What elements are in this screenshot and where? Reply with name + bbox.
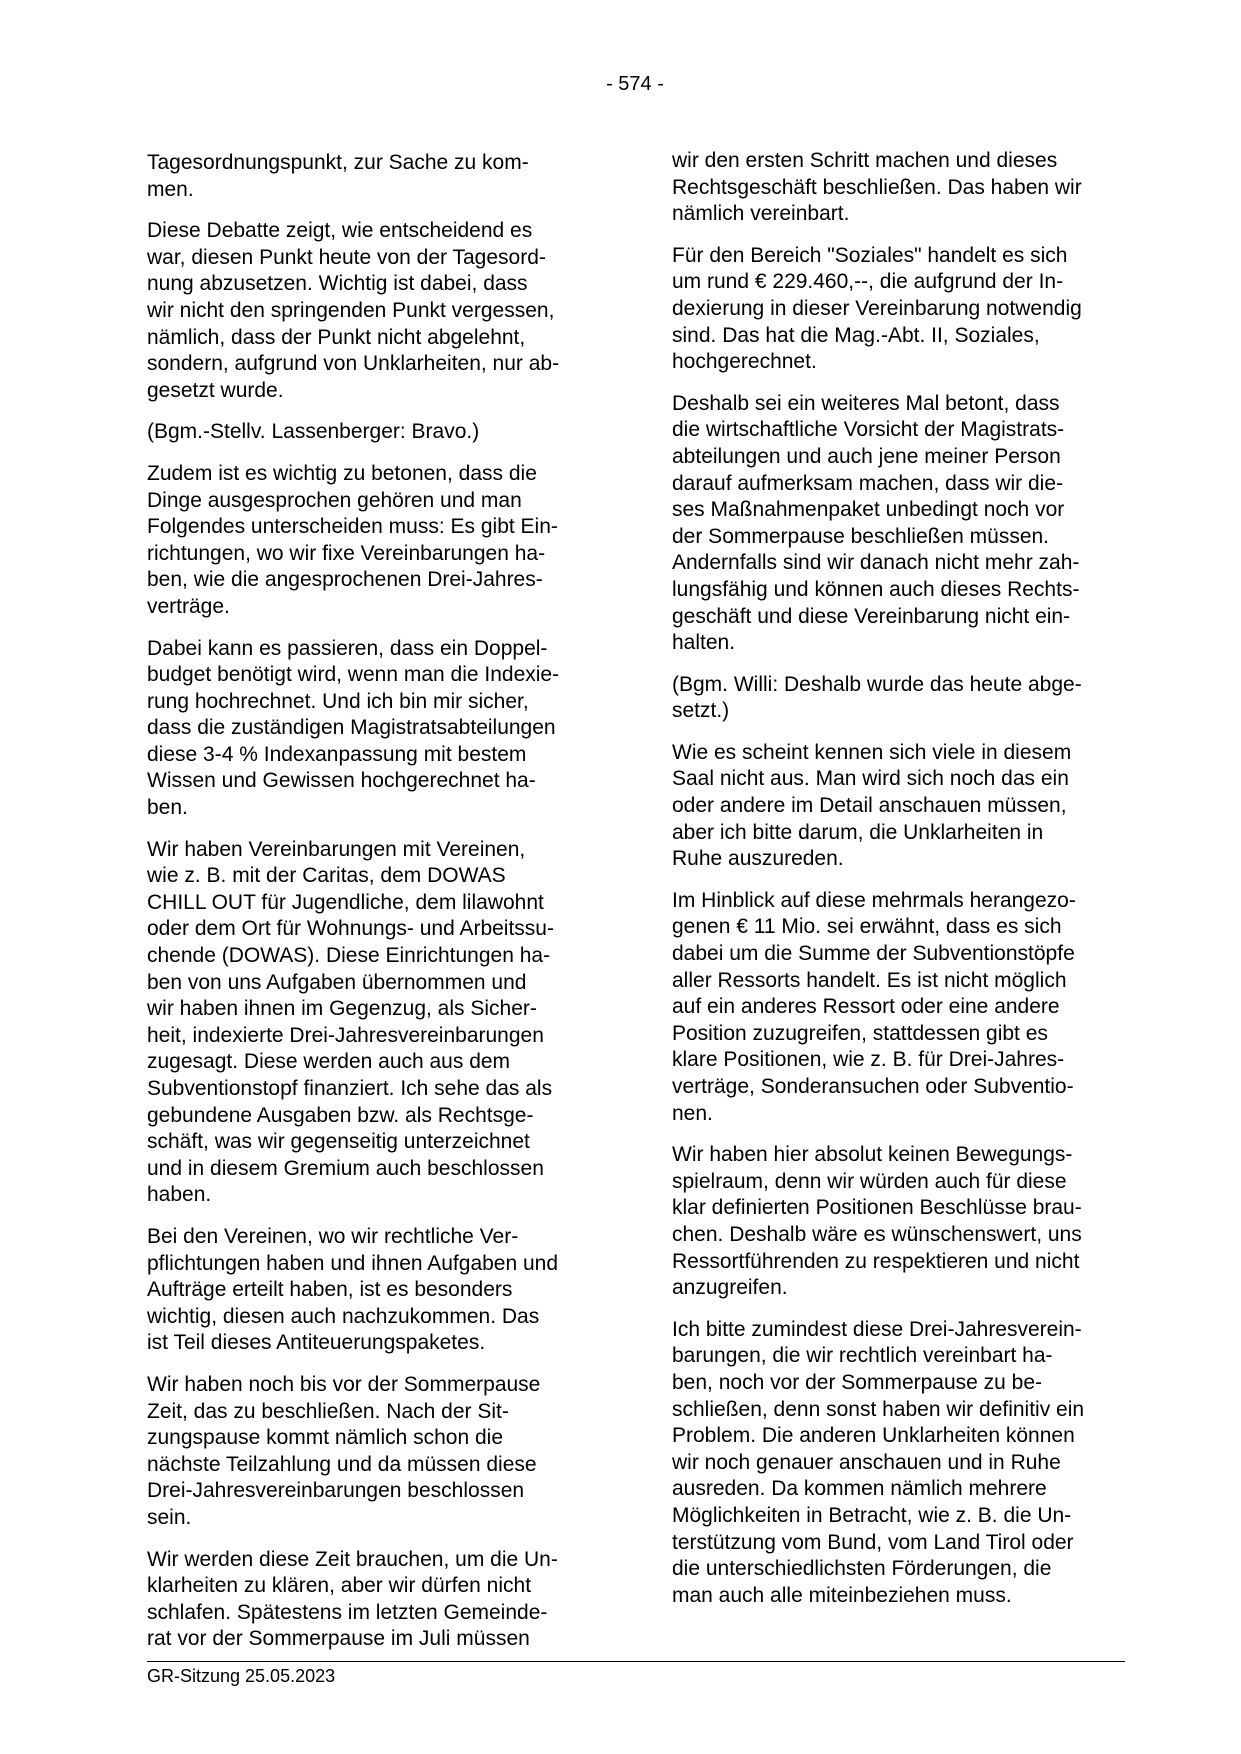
paragraph: Deshalb sei ein weiteres Mal betont, dass die wirtschaftliche Vorsicht der Magistrats- abteilungen und auch jene meiner Person darauf aufmerksam machen, dass wir die- ses Maßnahmenpaket unbedingt noch vor der Sommerpause beschließen müssen. Andernfalls sind wir danach nicht mehr zah- lungsfähig und können auch dieses Rechts- geschäft und diese Vereinbarung nicht ein- halten.: [672, 391, 1080, 655]
paragraph: Wir haben hier absolut keinen Bewegungs- spielraum, denn wir würden auch für diese klar definierten Positionen Beschlüsse brau- chen. Deshalb wäre es wünschenswert, uns Ressortführenden zu respektieren und nicht anzugreifen.: [672, 1143, 1082, 1300]
paragraph: Wir werden diese Zeit brauchen, um die Un- klarheiten zu klären, aber wir dürfen nicht schlafen. Spätestens im letzten Gemeinde- rat vor der Sommerpause im Juli müssen: [147, 1547, 558, 1651]
footer-divider: [147, 1661, 1125, 1662]
paragraph: Dabei kann es passieren, dass ein Doppel- budget benötigt wird, wenn man die Indexie- rung hochrechnet. Und ich bin mir sicher, dass die zuständigen Magistratsabteilungen diese 3-4 % Indexanpassung mit bestem Wissen und Gewissen hochgerechnet ha- ben.: [147, 636, 560, 820]
paragraph: Für den Bereich "Soziales" handelt es sich um rund € 229.460,--, die aufgrund der In- dexierung in dieser Vereinbarung notwendig sind. Das hat die Mag.-Abt. II, Soziales, hochgerechnet.: [672, 243, 1082, 374]
paragraph: Diese Debatte zeigt, wie entscheidend es war, diesen Punkt heute von der Tagesord- nung abzusetzen. Wichtig ist dabei, dass wir nicht den springenden Punkt vergessen, nämlich, dass der Punkt nicht abgelehnt, sondern, aufgrund von Unklarheiten, nur ab- gesetzt wurde.: [147, 219, 560, 402]
paragraph: Tagesordnungspunkt, zur Sache zu kom- men.: [147, 151, 529, 201]
paragraph: wir den ersten Schritt machen und dieses Rechtsgeschäft beschließen. Das haben wir nämlich vereinbart.: [672, 149, 1082, 226]
paragraph: Wir haben Vereinbarungen mit Vereinen, wie z. B. mit der Caritas, dem DOWAS CHILL OUT für Jugendliche, dem lilawohnt oder dem Ort für Wohnungs- und Arbeitssu- chende (DOWAS). Diese Einrichtungen ha- ben von uns Aufgaben übernommen und wir haben ihnen im Gegenzug, als Sicher- heit, indexierte Drei-Jahresvereinbarungen zugesagt. Diese werden auch aus dem Subventionstopf finanziert. Ich sehe das als gebundene Ausgaben bzw. als Rechtsge- schäft, was wir gegenseitig unterzeichnet und in diesem Gremium auch beschlossen haben.: [147, 837, 554, 1207]
paragraph: Ich bitte zumindest diese Drei-Jahresverein- barungen, die wir rechtlich vereinbart ha- ben, noch vor der Sommerpause zu be- schließen, denn sonst haben wir definitiv ein Problem. Die anderen Unklarheiten können wir noch genauer anschauen und in Ruhe ausreden. Da kommen nämlich mehrere Möglichkeiten in Betracht, wie z. B. die Un- terstützung vom Bund, vom Land Tirol oder die unterschiedlichsten Förderungen, die man auch alle miteinbeziehen muss.: [672, 1317, 1085, 1607]
footer-session-date: GR-Sitzung 25.05.2023: [147, 1666, 336, 1686]
page-number: - 574 -: [606, 73, 664, 95]
paragraph: Bei den Vereinen, wo wir rechtliche Ver- pflichtungen haben und ihnen Aufgaben und Aufträge erteilt haben, ist es besonders wichtig, diesen auch nachzukommen. Das ist Teil dieses Antiteuerungspaketes.: [147, 1224, 559, 1355]
paragraph: (Bgm.-Stellv. Lassenberger: Bravo.): [147, 420, 480, 444]
paragraph: Wir haben noch bis vor der Sommerpause Zeit, das zu beschließen. Nach der Sit- zungspause kommt nämlich schon die nächste Teilzahlung und da müssen diese Drei-Jahresvereinbarungen beschlossen sein.: [147, 1372, 541, 1529]
left-column: [147, 150, 607, 1668]
paragraph: Wie es scheint kennen sich viele in diesem Saal nicht aus. Man wird sich noch das ein oder andere im Detail anschauen müssen, aber ich bitte darum, die Unklarheiten in Ruhe auszureden.: [672, 740, 1072, 871]
paragraph: Im Hinblick auf diese mehrmals herangezo- genen € 11 Mio. sei erwähnt, dass es sich dabei um die Summe der Subventionstöpfe aller Ressorts handelt. Es ist nicht möglich auf ein anderes Ressort oder eine andere Position zuzugreifen, stattdessen gibt es klare Positionen, wie z. B. für Drei-Jahres- verträge, Sonderansuchen oder Subventio- nen.: [672, 888, 1076, 1125]
right-column: [672, 148, 1132, 1624]
paragraph: Zudem ist es wichtig zu betonen, dass die Dinge ausgesprochen gehören und man Folgendes unterscheiden muss: Es gibt Ein- richtungen, wo wir fixe Vereinbarungen ha- ben, wie die angesprochenen Drei-Jahres- verträge.: [147, 461, 558, 618]
paragraph: (Bgm. Willi: Deshalb wurde das heute abge- setzt.): [672, 672, 1082, 723]
